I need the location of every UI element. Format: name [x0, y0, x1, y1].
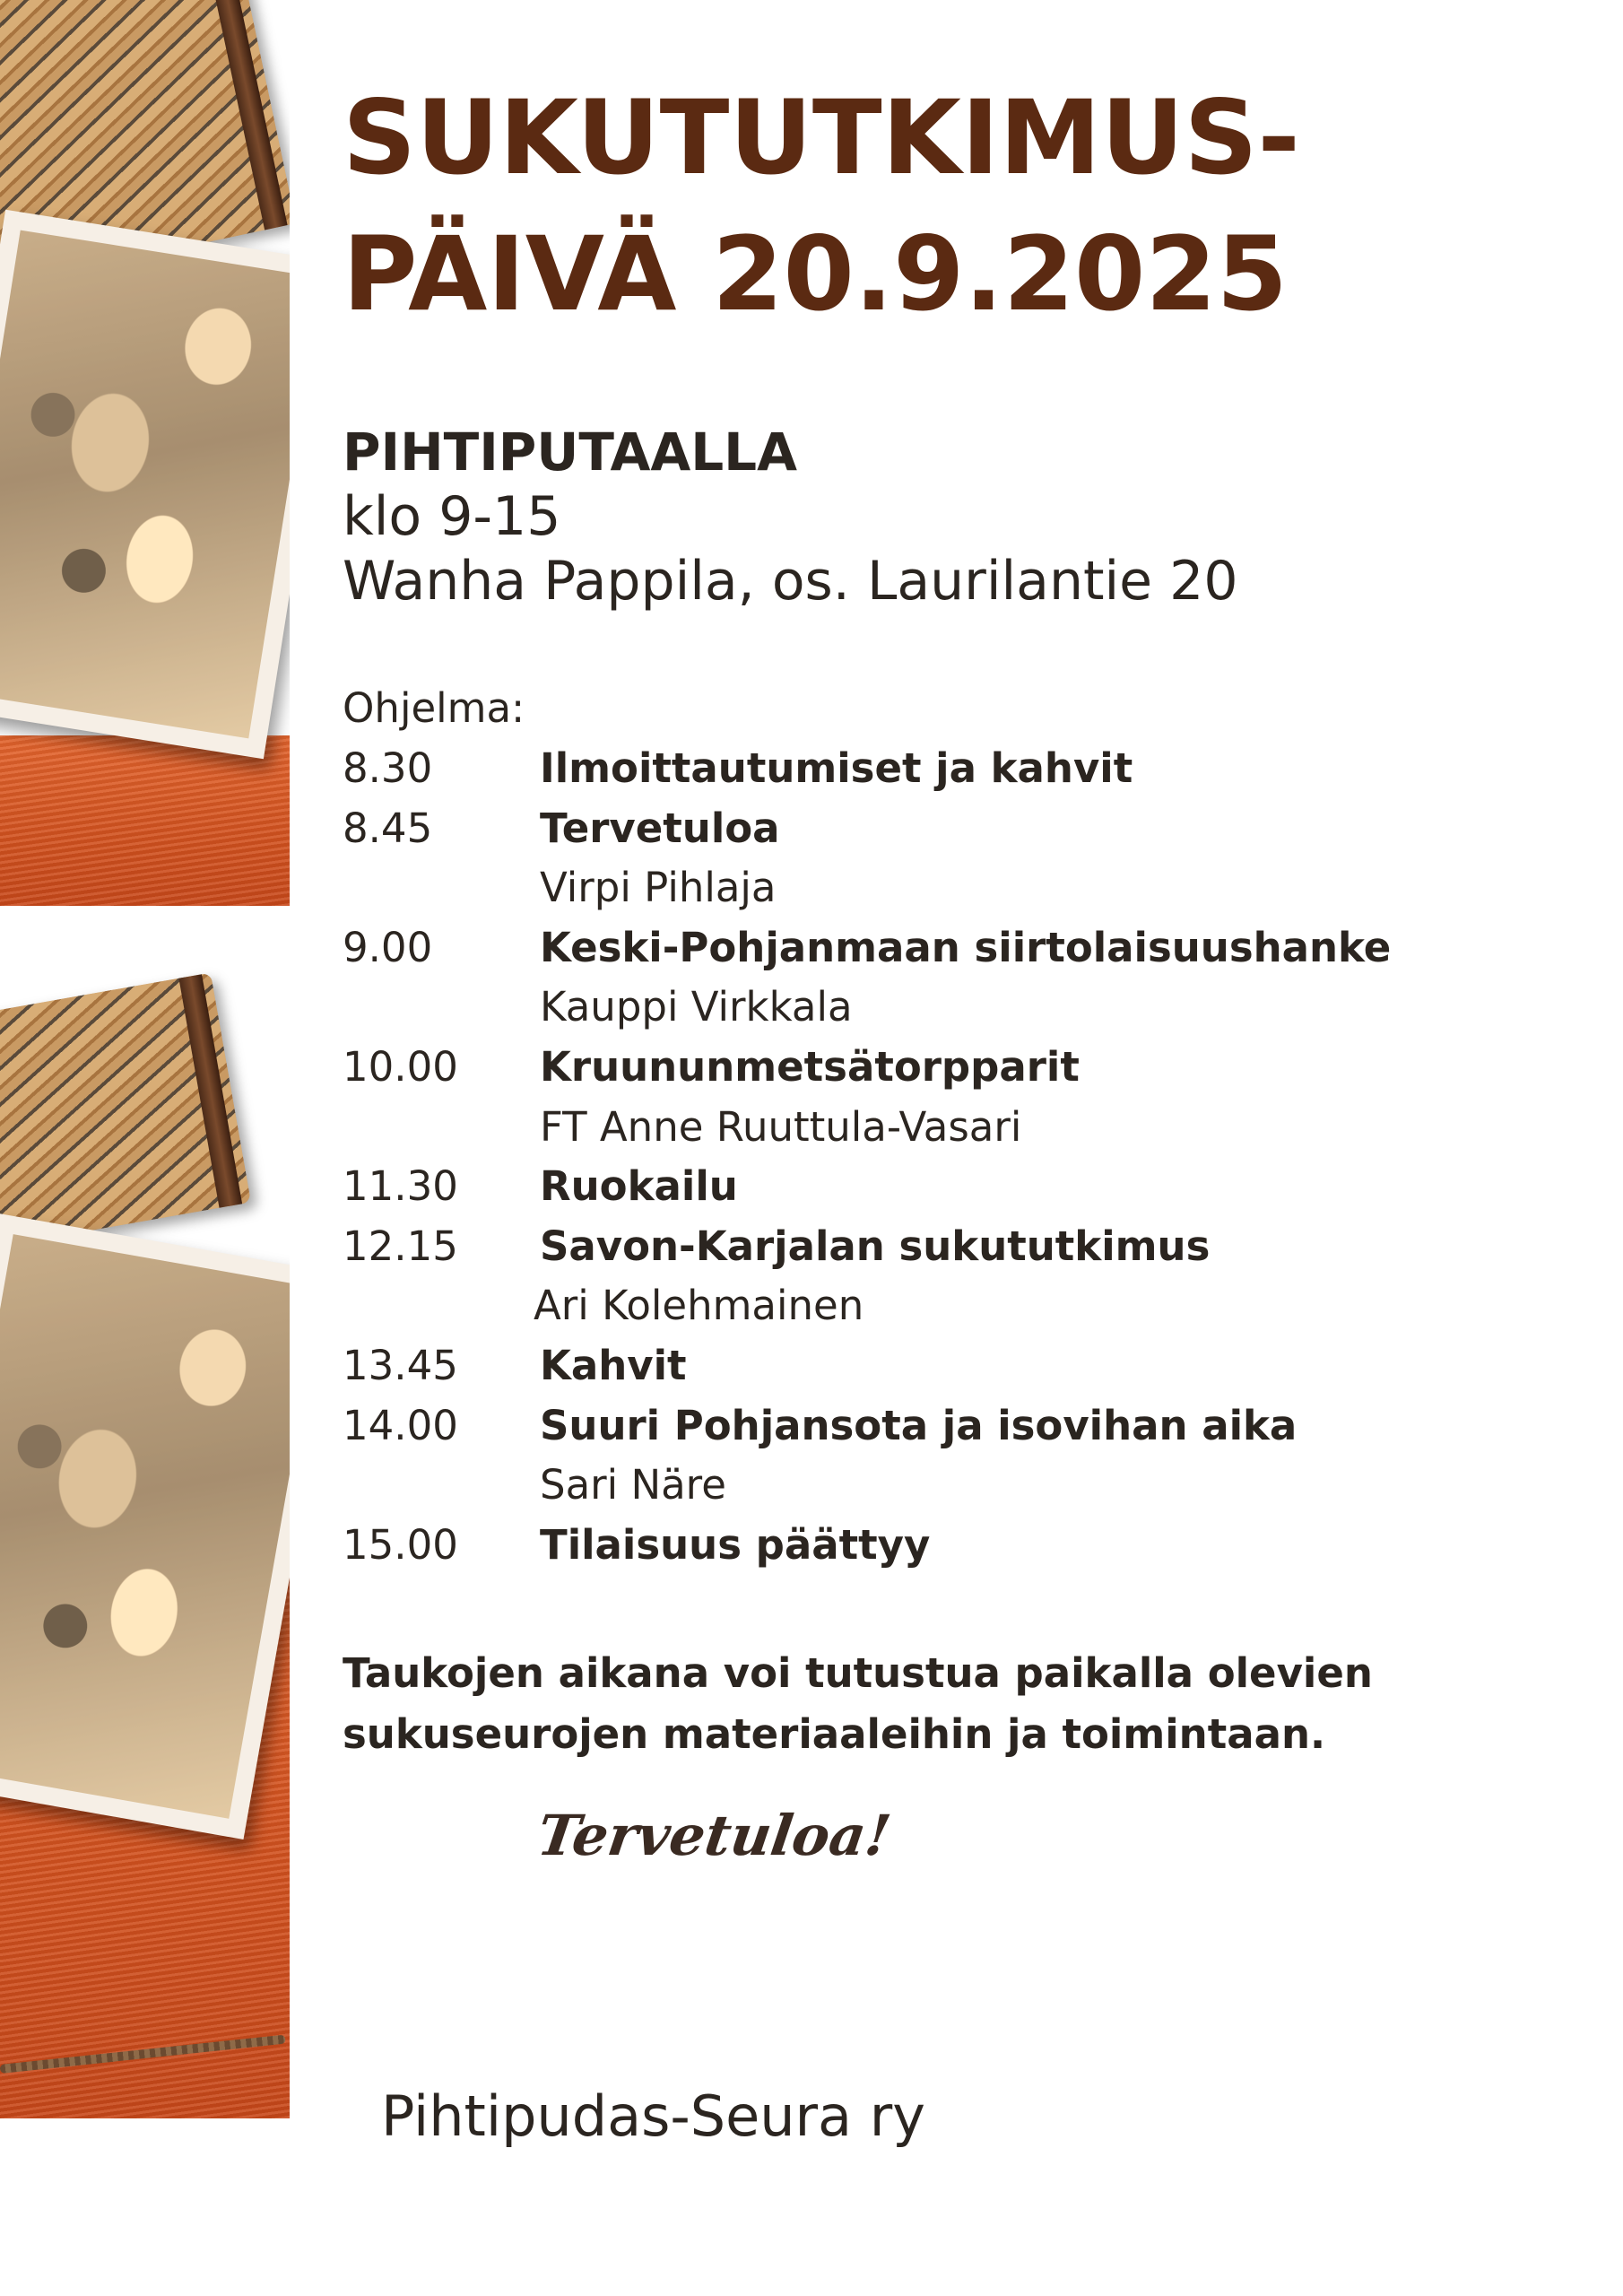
- schedule-speaker-row: [343, 1456, 1580, 1516]
- schedule-time: 8.45: [343, 804, 433, 852]
- schedule-title: Ruokailu: [540, 1162, 738, 1211]
- schedule-time: 13.45: [343, 1341, 458, 1389]
- schedule-speaker-row: [343, 1276, 1580, 1336]
- notebook: [0, 972, 251, 1255]
- schedule-speaker: Sari Näre: [540, 1461, 726, 1509]
- location-block: [343, 420, 1238, 613]
- info-note-line-1: Taukojen aikana voi tutustua paikalla olevien: [343, 1649, 1373, 1697]
- schedule-title: Keski-Pohjanmaan siirtolaisuushanke: [540, 923, 1392, 971]
- location-time: klo 9-15: [343, 485, 561, 548]
- schedule-speaker-row: [343, 1098, 1580, 1158]
- info-note-line-2: sukuseurojen materiaaleihin ja toimintaan.: [343, 1710, 1326, 1758]
- vintage-photo: [0, 210, 290, 760]
- organizer-name: Pihtipudas-Seura ry: [381, 2083, 925, 2149]
- schedule-row: [343, 1336, 1580, 1396]
- schedule-time: 14.00: [343, 1401, 458, 1449]
- decorative-photo-collage-bottom: [0, 944, 290, 2118]
- schedule-time: 11.30: [343, 1162, 458, 1211]
- program-schedule: [343, 739, 1580, 1575]
- decorative-photo-collage-top: [0, 0, 290, 906]
- vintage-photo: [0, 1213, 290, 1839]
- title-line-1: SUKUTUTKIMUS-: [343, 78, 1300, 197]
- schedule-row: [343, 1396, 1580, 1457]
- schedule-time: 9.00: [343, 923, 433, 971]
- schedule-time: 10.00: [343, 1042, 458, 1091]
- schedule-title: Savon-Karjalan sukututkimus: [540, 1222, 1211, 1270]
- schedule-time: 12.15: [343, 1222, 458, 1270]
- schedule-title: Suuri Pohjansota ja isovihan aika: [540, 1401, 1298, 1449]
- program-label: Ohjelma:: [343, 684, 525, 732]
- schedule-title: Tervetuloa: [540, 804, 780, 852]
- schedule-title: Ilmoittautumiset ja kahvit: [540, 744, 1133, 792]
- schedule-row: [343, 1038, 1580, 1098]
- schedule-row: [343, 918, 1580, 978]
- schedule-speaker-row: [343, 858, 1580, 918]
- schedule-row: [343, 799, 1580, 859]
- schedule-title: Tilaisuus päättyy: [540, 1520, 931, 1569]
- schedule-row: [343, 1217, 1580, 1277]
- schedule-time: 15.00: [343, 1520, 458, 1569]
- schedule-title: Kruununmetsätorpparit: [540, 1042, 1080, 1091]
- schedule-row: [343, 1157, 1580, 1217]
- schedule-row: [343, 1516, 1580, 1576]
- schedule-speaker: Kauppi Virkkala: [540, 983, 853, 1031]
- info-note: [343, 1643, 1373, 1765]
- title-line-2: PÄIVÄ 20.9.2025: [343, 214, 1288, 334]
- page-title: [343, 70, 1300, 343]
- schedule-title: Kahvit: [540, 1341, 687, 1389]
- schedule-speaker: FT Anne Ruuttula-Vasari: [540, 1102, 1022, 1151]
- schedule-row: [343, 739, 1580, 799]
- schedule-speaker: Virpi Pihlaja: [540, 864, 777, 912]
- schedule-speaker: Ari Kolehmainen: [534, 1282, 864, 1330]
- location-place: PIHTIPUTAALLA: [343, 422, 798, 483]
- orange-fabric: [0, 735, 290, 906]
- location-address: Wanha Pappila, os. Laurilantie 20: [343, 550, 1238, 613]
- schedule-speaker-row: [343, 978, 1580, 1038]
- schedule-time: 8.30: [343, 744, 433, 792]
- welcome-script: Tervetuloa!: [533, 1803, 895, 1868]
